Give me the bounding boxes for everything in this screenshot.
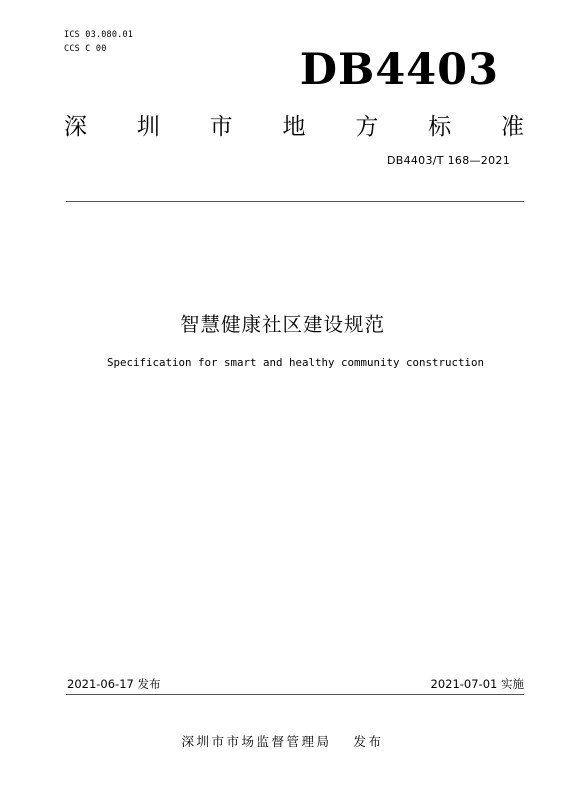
standard-code: DB4403: [299, 45, 499, 95]
standard-type-char: 标: [428, 113, 452, 140]
publish-date: 2021-06-17 发布: [67, 677, 161, 691]
issuer-action: 发布: [353, 734, 384, 749]
ics-code: ICS 03.080.01: [64, 30, 134, 40]
document-title-english: Specification for smart and healthy community construction: [106, 356, 485, 369]
document-title: 智慧健康社区建设规范: [179, 313, 385, 336]
issuer-organization: 深圳市市场监督管理局: [181, 734, 332, 749]
standard-type-char: 方: [355, 113, 379, 140]
standard-number: DB4403/T 168—2021: [386, 154, 510, 167]
classification-codes: [64, 28, 133, 56]
issuer-line: [0, 732, 565, 750]
standard-type-char: 地: [282, 113, 306, 140]
standard-type-char: 圳: [136, 113, 160, 140]
standard-type-char: 深: [64, 113, 87, 140]
standard-type-char: 市: [209, 113, 233, 140]
standard-type: [64, 106, 524, 142]
ccs-code: CCS C 00: [64, 44, 107, 54]
implement-date: 2021-07-01 实施: [430, 677, 524, 691]
standard-type-char: 准: [500, 113, 524, 140]
footer-divider: [66, 694, 524, 695]
header-divider: [66, 201, 524, 202]
